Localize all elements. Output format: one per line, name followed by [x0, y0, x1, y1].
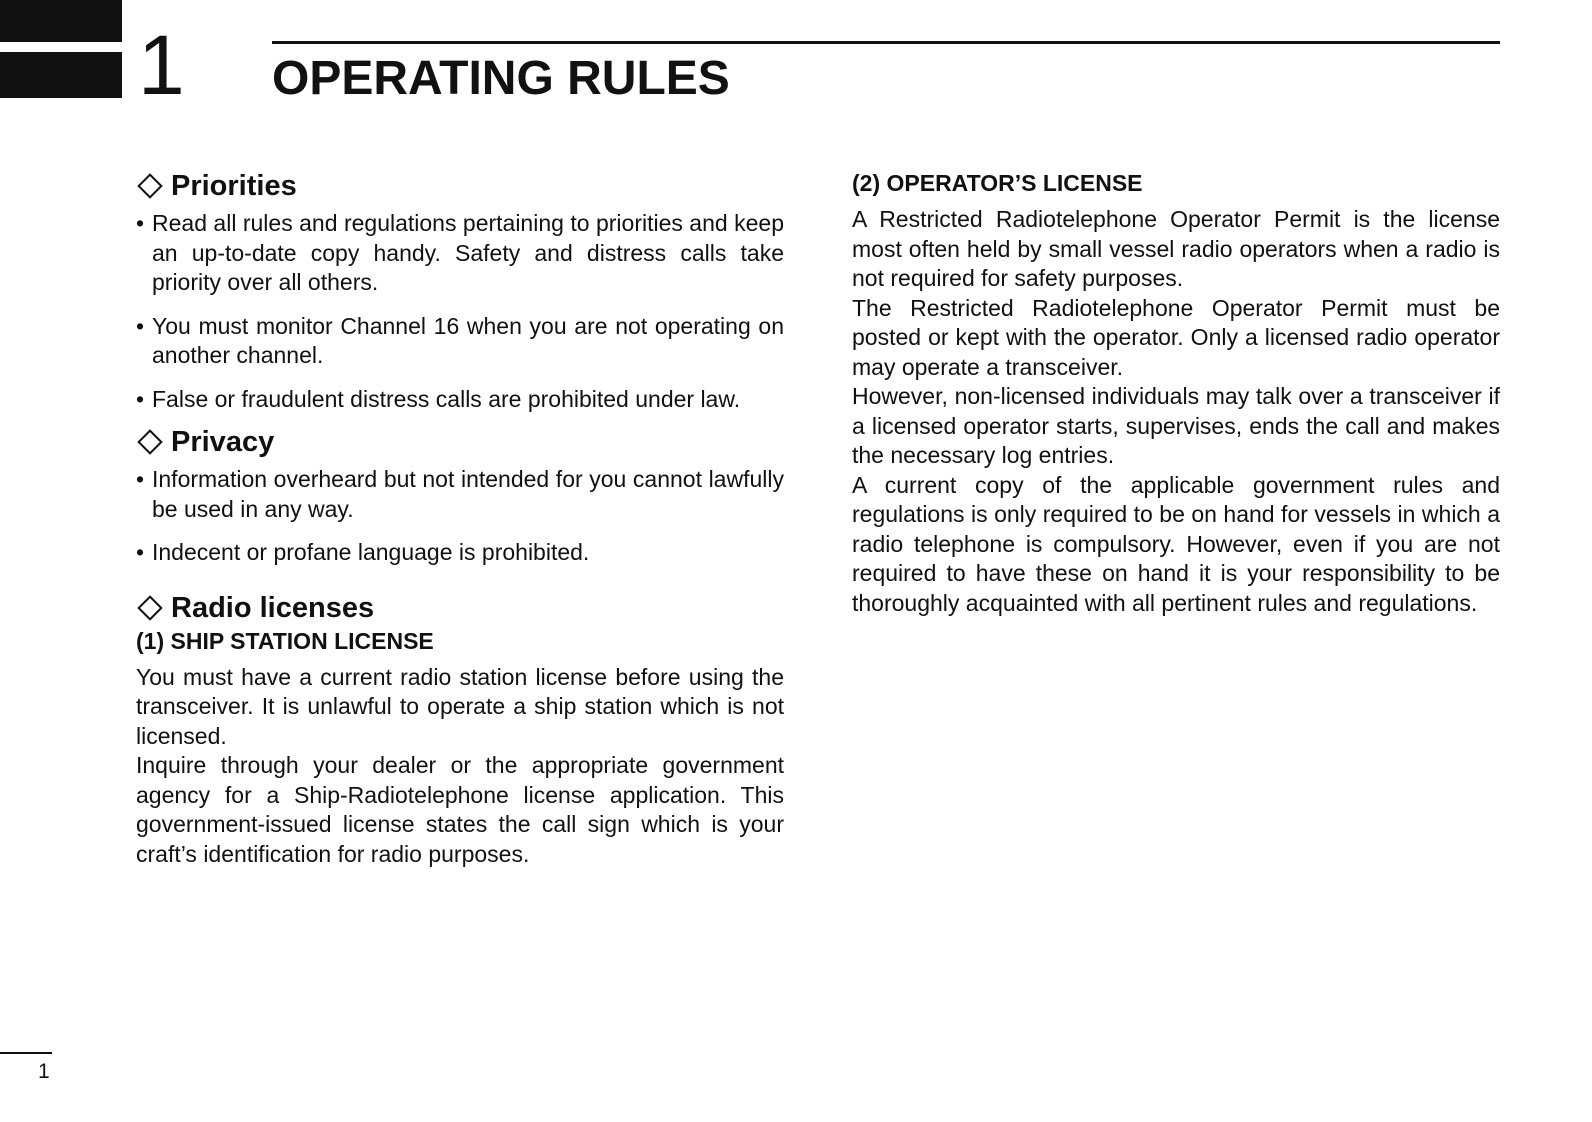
privacy-list: [136, 465, 784, 568]
chapter-tab-bar-top: [0, 0, 122, 42]
radio-licenses-heading: [136, 590, 784, 626]
diamond-bullet-icon: [137, 173, 162, 198]
diamond-bullet-icon: [137, 429, 162, 454]
title-rule: [272, 41, 1500, 44]
operators-license-section: [852, 168, 1500, 618]
list-item: • False or fraudulent distress calls are prohibited under law.: [136, 385, 784, 415]
right-column: [852, 168, 1500, 618]
operators-license-paragraph: However, non-licensed individuals may talk over a transceiver if a licensed operator starts, supervises, ends the call and makes the necessary log entries.: [852, 383, 1500, 468]
priorities-list: [136, 209, 784, 414]
priorities-heading-text: Priorities: [171, 170, 297, 202]
page-number: 1: [38, 1060, 50, 1083]
privacy-section: [136, 424, 784, 568]
radio-licenses-section: [136, 590, 784, 870]
list-item: • Read all rules and regulations pertaining to priorities and keep an up-to-date copy handy. Safety and distress calls take priority over all others.: [136, 209, 784, 298]
left-column: [136, 168, 784, 869]
footer-rule: [0, 1052, 52, 1054]
chapter-tab-bar-bottom: [0, 52, 122, 98]
operators-license-paragraph: The Restricted Radiotelephone Operator Permit must be posted or kept with the operator. Only a licensed radio operator may operate a transceiver.: [852, 294, 1500, 380]
diamond-bullet-icon: [137, 595, 162, 620]
ship-station-paragraph: You must have a current radio station license before using the transceiver. It is unlawful to operate a ship station which is not licensed.: [136, 663, 784, 749]
operators-license-paragraph: A current copy of the applicable government rules and regulations is only required to be on hand for vessels in which a radio telephone is compulsory. However, even if you are not required to have these on hand it is your responsibility to be thoroughly acquainted with all pertinent rules and regulations.: [852, 471, 1500, 616]
radio-licenses-heading-text: Radio licenses: [171, 591, 375, 624]
privacy-heading-text: Privacy: [171, 426, 275, 458]
operators-license-paragraph: A Restricted Radiotelephone Operator Permit is the license most often held by small vessel radio operators when a radio is not required for safety purposes.: [852, 206, 1500, 291]
chapter-number: 1: [138, 18, 185, 112]
list-item: • You must monitor Channel 16 when you are not operating on another channel.: [136, 312, 784, 371]
list-item: • Information overheard but not intended for you cannot lawfully be used in any way.: [136, 465, 784, 524]
priorities-heading: [136, 168, 784, 204]
ship-station-paragraph: Inquire through your dealer or the appropriate government agency for a Ship-Radiotelephone license application. This government-issued license states the call sign which is your craft’s identification for radio purposes.: [136, 752, 784, 867]
ship-station-license-subheading: (1) SHIP STATION LICENSE: [136, 627, 434, 654]
privacy-heading: [136, 424, 784, 460]
page-title: OPERATING RULES: [272, 52, 730, 105]
priorities-section: [136, 168, 784, 414]
list-item: • Indecent or profane language is prohibited.: [136, 538, 784, 568]
operators-license-subheading: (2) OPERATOR’S LICENSE: [852, 170, 1143, 196]
